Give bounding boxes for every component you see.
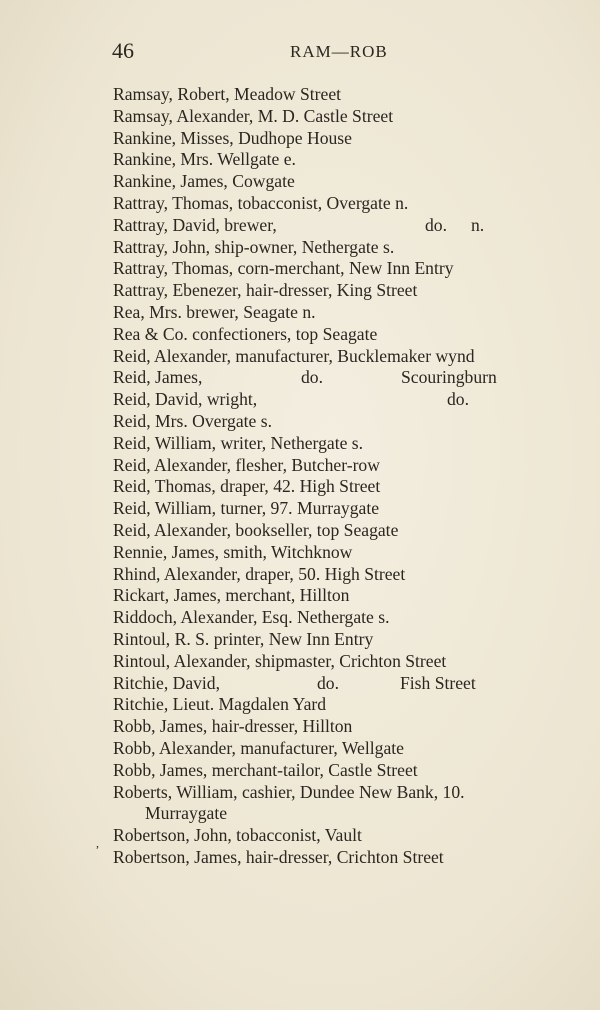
directory-entry: Robb, Alexander, manufacturer, Wellgate xyxy=(113,737,404,758)
directory-entry: Rankine, James, Cowgate xyxy=(113,171,295,192)
directory-entry: Rea, Mrs. brewer, Seagate n. xyxy=(113,301,316,322)
directory-entry: Rintoul, R. S. printer, New Inn Entry xyxy=(113,628,374,649)
directory-entry: Rattray, John, ship-owner, Nethergate s. xyxy=(113,236,395,257)
page-header xyxy=(0,38,600,68)
running-head: RAM—ROB xyxy=(290,42,388,61)
directory-entry: Reid, Mrs. Overgate s. xyxy=(113,410,272,431)
directory-entry: Robb, James, merchant-tailor, Castle Street xyxy=(113,759,418,780)
directory-entry: Reid, William, writer, Nethergate s. xyxy=(113,432,364,453)
directory-entry: Reid, Thomas, draper, 42. High Street xyxy=(113,476,381,497)
directory-entry: Robertson, James, hair-dresser, Crichton Street xyxy=(113,846,444,867)
directory-entry: Rattray, Thomas, corn-merchant, New Inn Entry xyxy=(113,258,454,279)
directory-entry: Rickart, James, merchant, Hillton xyxy=(113,585,350,606)
direction-abbr: n. xyxy=(471,214,485,235)
directory-entry: Rattray, Thomas, tobacconist, Overgate n. xyxy=(113,192,409,213)
margin-mark: , xyxy=(96,836,99,850)
directory-entry: Rattray, Ebenezer, hair-dresser, King Street xyxy=(113,280,418,301)
entry-address: Scouringburn xyxy=(401,367,497,388)
directory-entry: Rankine, Misses, Dudhope House xyxy=(113,127,352,148)
directory-entry: Robb, James, hair-dresser, Hillton xyxy=(113,716,353,737)
page-number: 46 xyxy=(112,38,134,63)
directory-entry: Rintoul, Alexander, shipmaster, Crichton Street xyxy=(113,650,447,671)
directory-entry: Reid, David, wright, do. xyxy=(113,389,469,410)
directory-entries xyxy=(113,84,583,869)
directory-entry: Reid, William, turner, 97. Murraygate xyxy=(113,498,380,519)
directory-entry: Rennie, James, smith, Witchknow xyxy=(113,541,353,562)
directory-entry: Rea & Co. confectioners, top Seagate xyxy=(113,323,378,344)
directory-entry-continuation: Murraygate xyxy=(145,803,228,824)
ditto-mark: do. xyxy=(425,214,447,235)
directory-entry: Ritchie, Lieut. Magdalen Yard xyxy=(113,694,327,715)
directory-entry: Roberts, William, cashier, Dundee New Bank, 10. xyxy=(113,781,465,802)
entry-address: Fish Street xyxy=(400,672,476,693)
directory-entry: Ramsay, Robert, Meadow Street xyxy=(113,84,342,104)
directory-entry: Robertson, John, tobacconist, Vault xyxy=(113,825,362,846)
directory-entry: Reid, Alexander, flesher, Butcher-row xyxy=(113,454,380,475)
directory-entry: Reid, Alexander, bookseller, top Seagate xyxy=(113,519,399,540)
directory-entry: Ramsay, Alexander, M. D. Castle Street xyxy=(113,105,394,126)
directory-entry: Rankine, Mrs. Wellgate e. xyxy=(113,149,296,170)
directory-entry: Ritchie, David, do. Fish Street xyxy=(113,672,476,693)
directory-entry: Rattray, David, brewer, do. n. xyxy=(113,214,485,235)
ditto-mark: do. xyxy=(301,367,323,388)
ditto-mark: do. xyxy=(317,672,339,693)
directory-entry: Reid, James, do. Scouringburn xyxy=(113,367,497,388)
ditto-mark: do. xyxy=(447,389,469,410)
directory-entry: Rhind, Alexander, draper, 50. High Street xyxy=(113,563,406,584)
directory-entry: Riddoch, Alexander, Esq. Nethergate s. xyxy=(113,607,390,628)
directory-entry: Reid, Alexander, manufacturer, Bucklemaker wynd xyxy=(113,345,475,366)
